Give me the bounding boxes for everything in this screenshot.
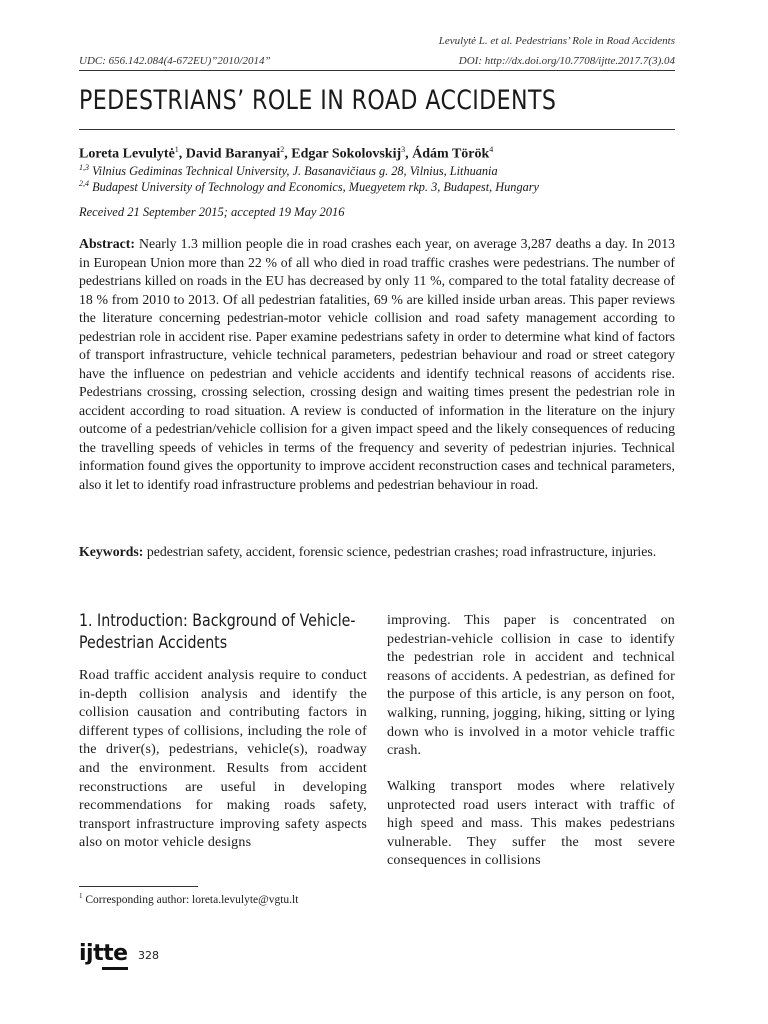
journal-logo: ijtte	[79, 941, 128, 966]
keywords-label: Keywords:	[79, 544, 144, 559]
section-heading-line: Pedestrian Accidents	[79, 633, 228, 652]
running-title: Levulytė L. et al. Pedestrians’ Role in Road Accidents	[438, 35, 675, 47]
body-paragraph: Road traffic accident analysis require to conduct in-depth collision analysis and identify the collision causation and contributing factors in different types of collisions, including the role of the driver(s), pedestrians, vehicle(s), roadway and the environment. Results from accident reconstructions are useful in developing recommendations for making roads safety, transport infrastructure improving safety aspects also on motor vehicle designs	[79, 668, 367, 851]
received-dates: Received 21 September 2015; accepted 19 May 2016	[79, 205, 345, 219]
footnote-mark: 1	[79, 892, 83, 900]
affiliation-mark: 2,4	[79, 179, 89, 188]
body-paragraph: Walking transport modes where relatively unprotected road users interact with traffic of high speed and mass. This makes pedestrians vulnerable. They suffer the most severe consequences in collisions	[387, 779, 675, 869]
author-separator: ,	[405, 146, 413, 162]
author-name: Loreta Levulytė	[79, 146, 175, 162]
author-affiliation-mark: 3	[401, 145, 406, 154]
doi-link[interactable]: DOI: http://dx.doi.org/10.7708/ijtte.2017.7(3).04	[458, 55, 675, 67]
udc-code: UDC: 656.142.084(4-672EU)”2010/2014”	[79, 55, 271, 67]
affiliation-text: Budapest University of Technology and Economics, Muegyetem rkp. 3, Budapest, Hungary	[89, 180, 540, 195]
title-rule	[79, 129, 675, 130]
author-affiliation-mark: 4	[489, 145, 494, 154]
affiliation-text: Vilnius Gediminas Technical University, J. Basanavičiaus g. 28, Vilnius, Lithuania	[89, 164, 498, 179]
abstract-label: Abstract:	[79, 236, 135, 251]
author-name: Ádám Török	[412, 146, 490, 162]
section-heading-line: 1. Introduction: Background of Vehicle-	[79, 611, 356, 630]
footnote-rule	[79, 886, 198, 887]
author-list	[79, 145, 493, 163]
paper-title: PEDESTRIANS’ ROLE IN ROAD ACCIDENTS	[79, 85, 557, 116]
author-separator: ,	[178, 146, 186, 162]
page-number: 328	[138, 949, 159, 962]
keywords-text: pedestrian safety, accident, forensic science, pedestrian crashes; road infrastructure, injuries.	[143, 544, 657, 559]
author-affiliation-mark: 1	[174, 145, 179, 154]
body-paragraph: improving. This paper is concentrated on pedestrian-vehicle collision in case to identify the pedestrian role in accident and technical reasons of accidents. A pedestrian, as defined for the purpose of this article, is any person on foot, walking, running, jogging, hiking, sitting or lying down who is involved in a motor vehicle traffic crash.	[387, 613, 675, 759]
logo-underline	[102, 967, 128, 970]
footnote	[79, 892, 298, 906]
header-rule	[79, 70, 675, 71]
author-separator: ,	[284, 146, 292, 162]
keywords	[79, 543, 675, 562]
affiliation	[79, 163, 498, 179]
abstract-text: Nearly 1.3 million people die in road crashes each year, on average 3,287 deaths a day. In 2013 in European Union more than 22 % of all who died in road traffic crashes were pedestrians. The number of pedestrians killed on roads in the EU has decreased by only 11 %, compared to the total fatality decrease of 18 % from 2010 to 2013. Of all pedestrian fatalities, 69 % are killed inside urban areas. This paper reviews the literature concerning pedestrian-motor vehicle collision and road safety management according to pedestrian role in accident rise. Paper examine pedestrians safety in order to determine what kind of factors of transport infrastructure, vehicle technical parameters, pedestrian behaviour and road or street category have the influence on pedestrian and vehicle accidents and identify technical reasons of accidents rise. Pedestrians crossing, crossing selection, crossing design and waiting times present the pedestrian role in accident according to road situation. A review is conducted of information in the literature on the injury outcome of a pedestrian/vehicle collision for a given impact speed and the likely consequences of reducing the travelling speeds of vehicles in terms of the frequency and severity of pedestrian injuries. Technical information found gives the opportunity to improve accident reconstruction cases and technical parameters, also it let to identify road infrastructure problems and pedestrian behaviour in road.	[79, 236, 675, 492]
author-name: Edgar Sokolovskij	[291, 146, 402, 162]
affiliation-mark: 1,3	[79, 163, 89, 172]
affiliation	[79, 179, 539, 195]
section-heading	[79, 610, 356, 654]
author-affiliation-mark: 2	[280, 145, 285, 154]
abstract	[79, 235, 675, 494]
author-name: David Baranyai	[185, 146, 281, 162]
footnote-text: Corresponding author: loreta.levulyte@vgtu.lt	[82, 893, 299, 906]
